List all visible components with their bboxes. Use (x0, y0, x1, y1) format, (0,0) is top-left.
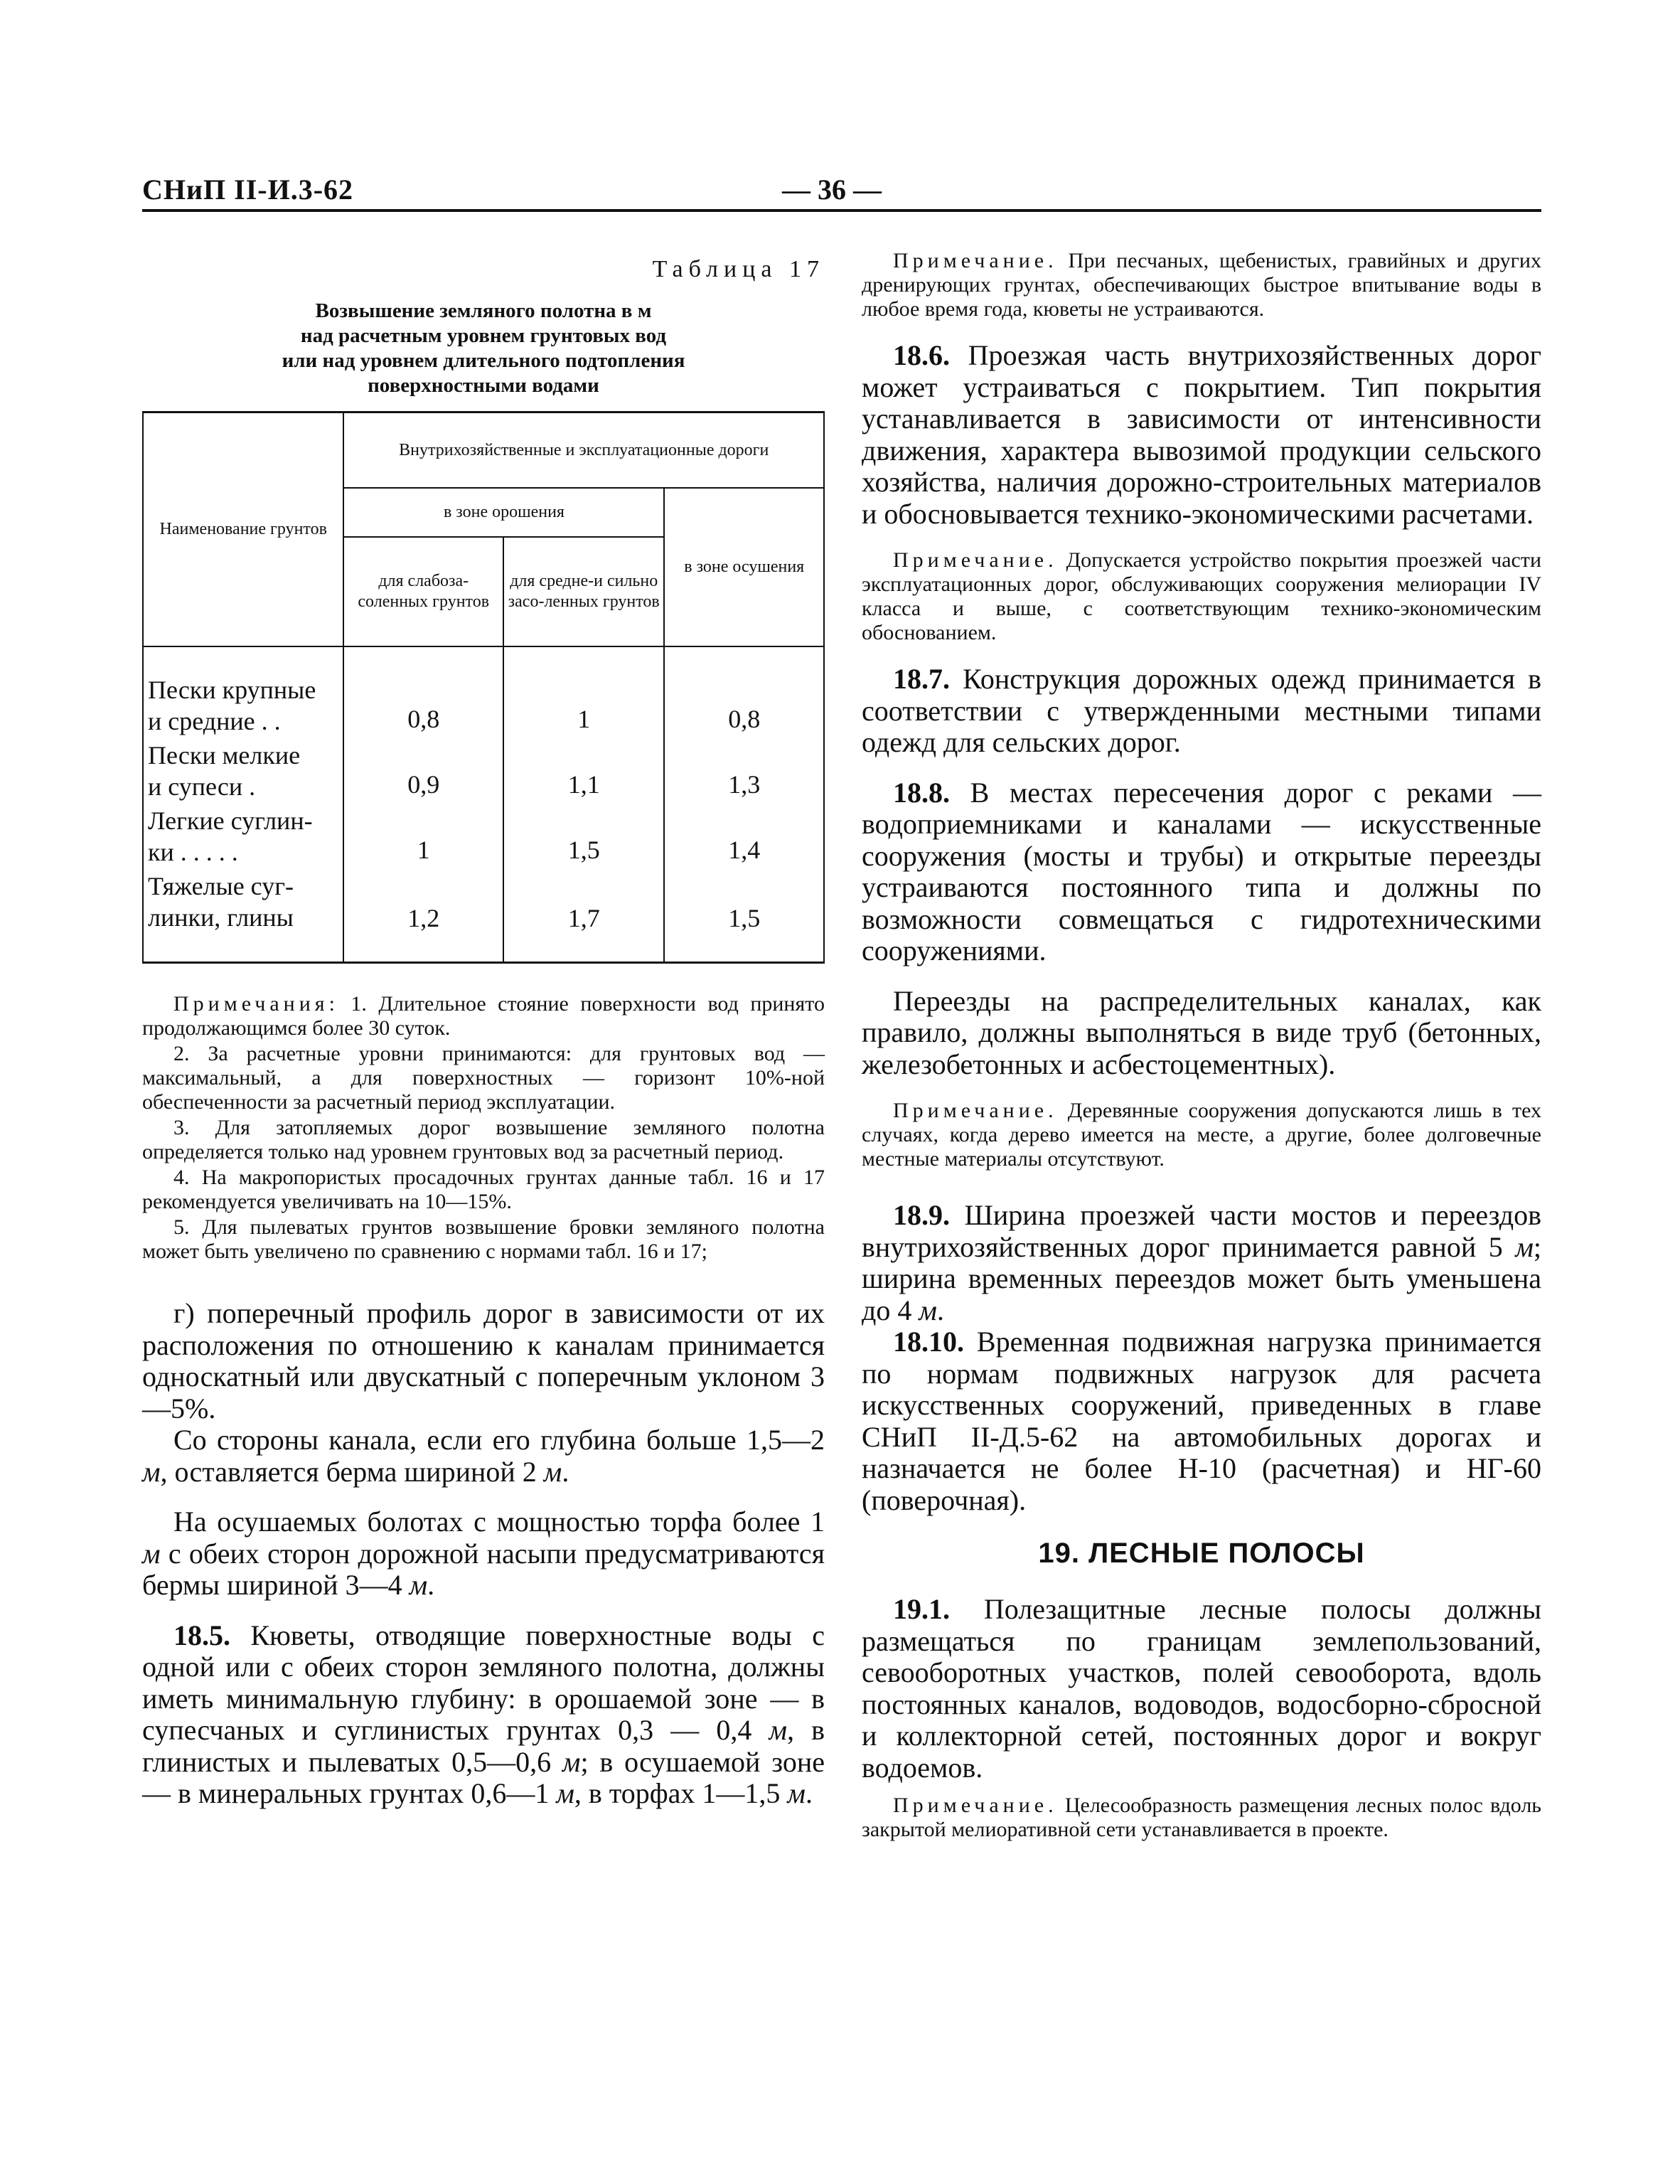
right-column (862, 249, 1541, 1842)
note-2: 2. За расчетные уровни принимаются: для грунтовых вод — максимальный, а для поверхностных — горизонт 10%-ной обеспеченности за расчетный период эксплуатации. (142, 1042, 825, 1114)
section-title-forest-belts: 19. ЛЕСНЫЕ ПОЛОСЫ (1038, 1538, 1365, 1569)
note-4: 4. На макропористых просадочных грунтах данные табл. 16 и 17 рекомендуется увеличивать на 10—15%. (142, 1166, 825, 1213)
note-1: Примечания: 1. Длительное стояние поверхности вод принято продолжающимся более 30 суток. (142, 992, 825, 1040)
clause-18-8: 18.8. В местах пересечения дорог с реками — водоприемниками и каналами — искусственные сооружения (мосты и трубы) и открытые переезды устраиваются постоянного типа и должны по возможности совмещаться с гидротехническими сооружениями. (862, 776, 1541, 966)
value-cell: 1,7 (503, 870, 664, 963)
note-cover: Примечание. Допускается устройство покрытия проезжей части эксплуатационных дорог, обслуживающих сооружения мелиорации IV класса и выше, с соответствующим технико-экономическим обоснованием. (862, 548, 1541, 644)
value-cell: 0,8 (343, 646, 503, 740)
value-cell: 1,1 (503, 740, 664, 805)
soil-name-cell: Пески крупные и средние . . (143, 646, 343, 740)
soil-name-cell: Тяжелые суг- линки, глины (143, 870, 343, 963)
clause-18-6: 18.6. Проезжая часть внутрихозяйственных дорог может устраиваться с покрытием. Тип покрытия устанавливается в зависимости от интенсивности движения, характера вывозимой продукции сельского хозяйства, наличия дорожно-строительных материалов и обосновывается технико-экономическими расчетами. (862, 339, 1541, 530)
note-5: 5. Для пылеватых грунтов возвышение бровки земляного полотна может быть увеличено по сравнению с нормами табл. 16 и 17; (142, 1215, 825, 1263)
table-row (143, 870, 824, 963)
value-cell: 1 (503, 646, 664, 740)
table-title (142, 299, 825, 398)
header-drainage-zone: в зоне осушения (664, 488, 824, 646)
soil-name-cell: Легкие суглин- ки . . . . . (143, 805, 343, 870)
table-17 (142, 411, 825, 964)
value-cell: 1,5 (503, 805, 664, 870)
value-cell: 1,3 (664, 740, 824, 805)
value-cell: 1,4 (664, 805, 824, 870)
header-rule (142, 209, 1541, 212)
paragraph-crossings: Переезды на распределительных каналах, как правило, должны выполняться в виде труб (бетонных, железобетонных и асбестоцементных). (862, 984, 1541, 1080)
paragraph-cross-profile: г) поперечный профиль дорог в зависимости от их расположения по отношению к каналам принимается односкатный или двускатный с поперечным уклоном 3—5%. (142, 1297, 825, 1424)
table-notes (142, 992, 825, 1264)
note-wood: Примечание. Деревянные сооружения допускаются лишь в тех случаях, когда дерево имеется на месте, а другие, более долговечные местные материалы отсутствуют. (862, 1099, 1541, 1171)
clause-18-7: 18.7. Конструкция дорожных одежд принимается в соответствии с утвержденными местными типами одежд для сельских дорог. (862, 663, 1541, 758)
value-cell: 1 (343, 805, 503, 870)
clause-18-10: 18.10. Временная подвижная нагрузка принимается по нормам подвижных нагрузок для расчета искусственных сооружений, приведенных в главе СНиП II-Д.5-62 на автомобильных дорогах и назначается не более Н-10 (расчетная) и НГ-60 (поверочная). (862, 1326, 1541, 1516)
document-code: СНиП II-И.3-62 (142, 174, 354, 206)
paragraph-bog: На осушаемых болотах с мощностью торфа более 1 м с обеих сторон дорожной насыпи предусматриваются бермы шириной 3—4 м. (142, 1506, 825, 1601)
table-title-line: или над уровнем длительного подтопления (282, 349, 685, 372)
header-weakly-saline: для слабоза-соленных грунтов (343, 537, 503, 646)
note-forest: Примечание. Целесообразность размещения лесных полос вдоль закрытой мелиоративной сети устанавливается в проекте. (862, 1794, 1541, 1841)
value-cell: 0,8 (664, 646, 824, 740)
table-row (143, 805, 824, 870)
value-cell: 0,9 (343, 740, 503, 805)
table-caption: Таблица 17 (652, 256, 825, 282)
header-strongly-saline: для средне-и сильно засо-ленных грунтов (503, 537, 664, 646)
table-title-line: над расчетным уровнем грунтовых вод (300, 324, 667, 347)
note-3: 3. Для затопляемых дорог возвышение земляного полотна определяется только над уровнем грунтовых вод за расчетный период. (142, 1116, 825, 1163)
header-soil-name: Наименование грунтов (143, 412, 343, 647)
page-number: — 36 — (782, 174, 882, 206)
header-roads-group: Внутрихозяйственные и эксплуатационные дороги (343, 412, 824, 489)
clause-18-9: 18.9. Ширина проезжей части мостов и переездов внутрихозяйственных дорог принимается равной 5 м; ширина временных переездов может быть уменьшена до 4 м. (862, 1199, 1541, 1326)
clause-19-1: 19.1. Полезащитные лесные полосы должны размещаться по границам землепользований, севооборотных участков, полей севооборота, вдоль постоянных каналов, водоводов, водосборно-сбросной и коллекторной сетей, постоянных дорог и вокруг водоемов. (862, 1593, 1541, 1784)
value-cell: 1,2 (343, 870, 503, 963)
table-row (143, 740, 824, 805)
note-sand: Примечание. При песчаных, щебенистых, гравийных и других дренирующих грунтах, обеспечивающих быстрое впитывание воды в любое время года, кюветы не устраиваются. (862, 249, 1541, 321)
table-title-line: поверхностными водами (368, 374, 599, 397)
clause-18-5: 18.5. Кюветы, отводящие поверхностные воды с одной или с обеих сторон земляного полотна, должны иметь минимальную глубину: в орошаемой зоне — в супесчаных и суглинистых грунтах 0,3 — 0,4 м, в глинистых и пылеватых 0,5—0,6 м; в осушаемой зоне — в минеральных грунтах 0,6—1 м, в торфах 1—1,5 м. (142, 1619, 825, 1809)
table-row (143, 646, 824, 740)
table-title-line: Возвышение земляного полотна в м (315, 299, 652, 322)
header-irrigation-zone: в зоне орошения (343, 488, 664, 537)
left-column (142, 256, 825, 1810)
paragraph-berm: Со стороны канала, если его глубина больше 1,5—2 м, оставляется берма шириной 2 м. (142, 1424, 825, 1488)
value-cell: 1,5 (664, 870, 824, 963)
soil-name-cell: Пески мелкие и супеси . (143, 740, 343, 805)
